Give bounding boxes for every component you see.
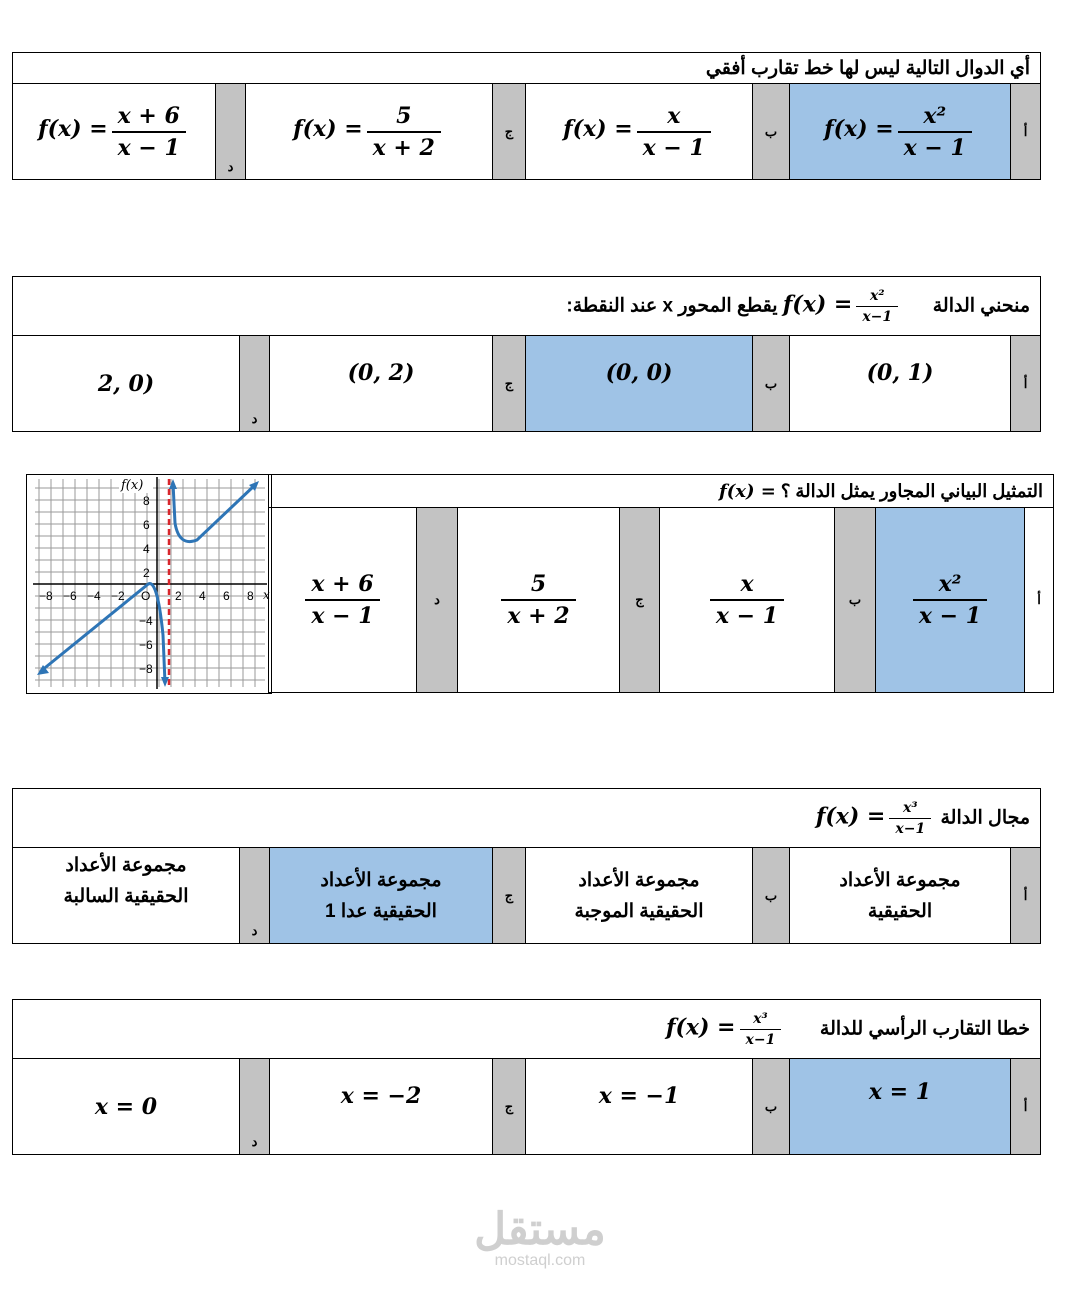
origin-label: O	[141, 589, 151, 603]
option-a[interactable]: مجموعة الأعداد الحقيقية	[790, 848, 1011, 944]
option-a[interactable]: x = 1	[790, 1059, 1011, 1155]
option-d[interactable]: f(x) = $\frac{x + 6}{x - 1}$	[13, 84, 216, 180]
option-d[interactable]: مجموعة الأعداد الحقيقية السالبة	[13, 848, 240, 944]
option-d-letter: د	[240, 848, 270, 944]
option-a-letter: أ	[1025, 508, 1054, 693]
option-a[interactable]: (0, 1)	[790, 336, 1011, 432]
option-b-letter: ب	[753, 848, 790, 944]
option-b[interactable]: مجموعة الأعداد الحقيقية الموجبة	[526, 848, 753, 944]
option-a[interactable]: $\frac{\text{x²}}{x - 1}$	[876, 508, 1025, 693]
option-a-letter: أ	[1011, 84, 1041, 180]
option-c[interactable]: f(x) = $\frac{5}{x + 2}$	[246, 84, 493, 180]
x-tick: 4	[199, 589, 206, 603]
x-tick: −4	[87, 589, 101, 603]
option-c-letter: ج	[493, 84, 526, 180]
option-b-letter: ب	[753, 336, 790, 432]
option-d[interactable]: 2, 0)	[13, 336, 240, 432]
y-tick: 8	[143, 494, 150, 508]
option-c-letter: ج	[493, 336, 526, 432]
option-b[interactable]: (0, 0)	[526, 336, 753, 432]
question-5	[12, 999, 1041, 1155]
x-tick: 2	[175, 589, 182, 603]
question-2	[12, 276, 1041, 432]
option-d-letter: د	[240, 336, 270, 432]
option-d-letter: د	[240, 1059, 270, 1155]
x-tick: −6	[63, 589, 77, 603]
y-tick: 4	[143, 542, 150, 556]
y-tick: −4	[139, 614, 153, 628]
question-5-prompt: خطا التقارب الرأسي للدالة f(x) = $\frac{\text{x³}}{x-1}$	[13, 1000, 1041, 1059]
option-c[interactable]: $\frac{5}{x + 2}$	[458, 508, 620, 693]
y-tick: 2	[143, 566, 150, 580]
mostaql-watermark	[470, 1205, 610, 1270]
x-tick: 6	[223, 589, 230, 603]
watermark-latin: mostaql.com	[494, 1252, 586, 1269]
option-d[interactable]: $\frac{x + 6}{x - 1}$	[269, 508, 417, 693]
question-1	[12, 52, 1041, 180]
question-2-prompt: منحني الدالة f(x) = $\frac{\text{x²}}{x-1}$ يقطع المحور x عند النقطة:	[13, 277, 1041, 336]
graph-xlabel: x	[263, 588, 270, 602]
question-3-prompt: التمثيل البياني المجاور يمثل الدالة ؟ f(x) =	[269, 475, 1054, 508]
y-tick: 6	[143, 518, 150, 532]
option-c-letter: ج	[493, 848, 526, 944]
question-3	[268, 474, 1054, 693]
option-a-letter: أ	[1011, 848, 1041, 944]
option-b-letter: ب	[753, 84, 790, 180]
question-4	[12, 788, 1041, 944]
option-c[interactable]: x = −2	[270, 1059, 493, 1155]
option-b[interactable]: f(x) = $\frac{x}{x - 1}$	[526, 84, 753, 180]
option-b-letter: ب	[753, 1059, 790, 1155]
option-a-letter: أ	[1011, 1059, 1041, 1155]
y-tick: −6	[139, 638, 153, 652]
option-a-letter: أ	[1011, 336, 1041, 432]
graph-svg	[27, 475, 271, 693]
option-d[interactable]: x = 0	[13, 1059, 240, 1155]
question-4-prompt: مجال الدالة f(x) = $\frac{\text{x³}}{x-1}$	[13, 789, 1041, 848]
x-tick: −8	[39, 589, 53, 603]
x-tick: −2	[111, 589, 125, 603]
option-d-letter: د	[216, 84, 246, 180]
question-1-prompt: أي الدوال التالية ليس لها خط تقارب أفقي	[13, 53, 1041, 84]
option-c-letter: ج	[620, 508, 660, 693]
option-a[interactable]: f(x) = $\frac{\text{x²}}{x - 1}$	[790, 84, 1011, 180]
option-c[interactable]: (0, 2)	[270, 336, 493, 432]
option-c[interactable]: مجموعة الأعداد الحقيقية عدا 1	[270, 848, 493, 944]
option-c-letter: ج	[493, 1059, 526, 1155]
option-d-letter: د	[417, 508, 458, 693]
x-tick: 8	[247, 589, 254, 603]
option-b[interactable]: $\frac{x}{x - 1}$	[660, 508, 835, 693]
y-tick: −8	[139, 662, 153, 676]
function-graph	[26, 474, 272, 694]
watermark-arabic: مستقل	[474, 1205, 606, 1254]
option-b-letter: ب	[835, 508, 876, 693]
option-b[interactable]: x = −1	[526, 1059, 753, 1155]
graph-ylabel: f(x)	[121, 478, 144, 493]
